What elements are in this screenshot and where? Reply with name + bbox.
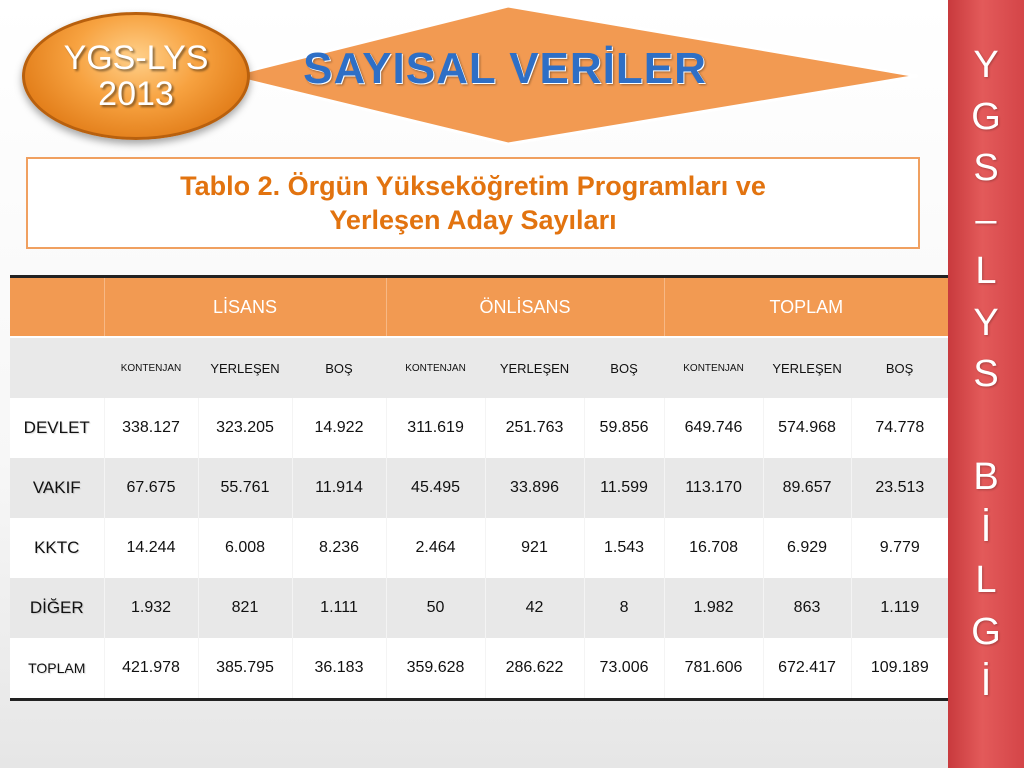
table-cell: 863: [763, 578, 851, 638]
side-banner: [948, 0, 1024, 768]
table-cell: 2.464: [386, 518, 485, 578]
table-cell: 6.929: [763, 518, 851, 578]
subheader-cell: KONTENJAN: [664, 337, 763, 398]
table-cell: 1.982: [664, 578, 763, 638]
table-cell: 67.675: [104, 458, 198, 518]
row-label: KKTC: [10, 518, 104, 578]
table-cell: 16.708: [664, 518, 763, 578]
table-cell: 821: [198, 578, 292, 638]
badge-line1: YGS-LYS: [63, 39, 209, 77]
banner-letter: S: [973, 147, 999, 189]
banner-letter: İ: [980, 507, 992, 550]
subheader-cell: BOŞ: [851, 337, 948, 398]
subheader-row: [10, 337, 948, 398]
banner-letter: Y: [973, 301, 999, 344]
table-cell: 672.417: [763, 638, 851, 700]
table-caption-line1: Tablo 2. Örgün Yükseköğretim Programları ve: [180, 171, 766, 201]
row-label: DEVLET: [10, 398, 104, 458]
group-header-onlisans: ÖNLİSANS: [386, 277, 664, 338]
banner-letter: G: [971, 95, 1001, 138]
subheader-corner: [10, 337, 104, 398]
subheader-cell: BOŞ: [584, 337, 664, 398]
table-cell: 11.599: [584, 458, 664, 518]
row-label: VAKIF: [10, 458, 104, 518]
banner-letter: L: [975, 559, 997, 601]
table-cell: 109.189: [851, 638, 948, 700]
table-row: [10, 518, 948, 578]
subheader-cell: BOŞ: [292, 337, 386, 398]
row-label: TOPLAM: [10, 638, 104, 700]
table-cell: 59.856: [584, 398, 664, 458]
table-cell: 55.761: [198, 458, 292, 518]
table-cell: 50: [386, 578, 485, 638]
banner-letter: İ: [980, 662, 992, 704]
table-cell: 33.896: [485, 458, 584, 518]
table-cell: 385.795: [198, 638, 292, 700]
banner-letter: –: [975, 198, 997, 241]
side-banner-letters: [971, 40, 1001, 710]
table-cell: 1.932: [104, 578, 198, 638]
row-label: DİĞER: [10, 578, 104, 638]
group-header-toplam: TOPLAM: [664, 277, 948, 338]
table-cell: 338.127: [104, 398, 198, 458]
subheader-cell: YERLEŞEN: [485, 337, 584, 398]
ygs-lys-badge: [22, 12, 250, 140]
subheader-cell: KONTENJAN: [104, 337, 198, 398]
table-cell: 9.779: [851, 518, 948, 578]
table-row: [10, 458, 948, 518]
table-cell: 14.922: [292, 398, 386, 458]
placement-table: [10, 275, 948, 701]
table-cell: 311.619: [386, 398, 485, 458]
table-cell: 1.119: [851, 578, 948, 638]
group-header-lisans: LİSANS: [104, 277, 386, 338]
banner-letter: S: [973, 353, 999, 395]
subheader-cell: YERLEŞEN: [198, 337, 292, 398]
table-cell: 781.606: [664, 638, 763, 700]
table-cell: 45.495: [386, 458, 485, 518]
slide-title: SAYISAL VERİLER: [303, 44, 707, 93]
table-cell: 89.657: [763, 458, 851, 518]
table-cell: 421.978: [104, 638, 198, 700]
table-cell: 921: [485, 518, 584, 578]
table-cell: 574.968: [763, 398, 851, 458]
banner-letter: L: [975, 250, 997, 292]
table-cell: 286.622: [485, 638, 584, 700]
table-row: [10, 578, 948, 638]
table-cell: 1.111: [292, 578, 386, 638]
table-cell: 74.778: [851, 398, 948, 458]
table-caption-line2: Yerleşen Aday Sayıları: [329, 205, 617, 235]
table-cell: 11.914: [292, 458, 386, 518]
table-caption-box: [26, 157, 920, 249]
table-row-total: [10, 638, 948, 700]
table-cell: 649.746: [664, 398, 763, 458]
table-cell: 23.513: [851, 458, 948, 518]
table-cell: 1.543: [584, 518, 664, 578]
table-cell: 359.628: [386, 638, 485, 700]
table-cell: 8.236: [292, 518, 386, 578]
table-cell: 323.205: [198, 398, 292, 458]
table-cell: 42: [485, 578, 584, 638]
badge-line2: 2013: [98, 75, 174, 113]
banner-letter: G: [971, 610, 1001, 653]
table-cell: 73.006: [584, 638, 664, 700]
table-cell: 251.763: [485, 398, 584, 458]
table-cell: 36.183: [292, 638, 386, 700]
banner-letter: Y: [973, 44, 999, 86]
banner-letter: B: [973, 456, 999, 498]
table-cell: 14.244: [104, 518, 198, 578]
group-header-row: [10, 277, 948, 338]
table-cell: 6.008: [198, 518, 292, 578]
subheader-cell: YERLEŞEN: [763, 337, 851, 398]
subheader-cell: KONTENJAN: [386, 337, 485, 398]
table-row: [10, 398, 948, 458]
table-cell: 113.170: [664, 458, 763, 518]
corner-cell: [10, 277, 104, 338]
table-cell: 8: [584, 578, 664, 638]
